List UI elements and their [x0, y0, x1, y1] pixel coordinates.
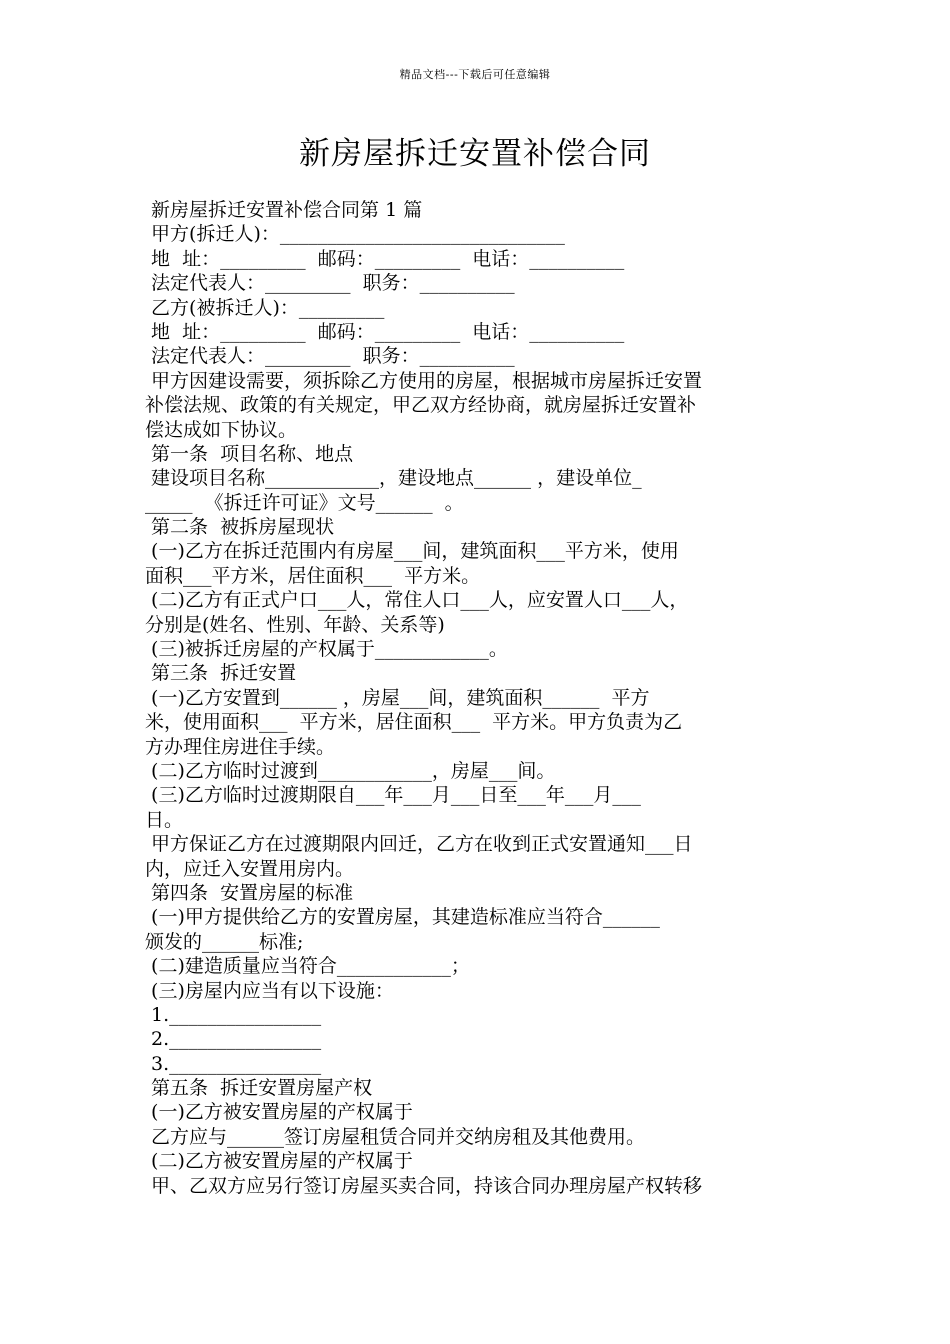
text-line: (二)乙方临时过渡到____________，房屋___间。 — [145, 759, 556, 782]
text-line: (一)乙方安置到______ ，房屋___间，建筑面积______ 平方 — [145, 686, 650, 709]
text-line: 乙方应与______签订房屋租赁合同并交纳房租及其他费用。 — [145, 1125, 646, 1148]
section-heading: 第三条 拆迁安置 — [145, 662, 297, 685]
section-heading: 第一条 项目名称、地点 — [145, 442, 354, 465]
text-line: 地 址：_________ 邮码：_________ 电话：__________ — [145, 247, 625, 270]
list-item: 1.________________ — [145, 1003, 322, 1026]
text-line: 补偿法规、政策的有关规定，甲乙双方经协商，就房屋拆迁安置补 — [145, 394, 697, 417]
text-line: 建设项目名称____________，建设地点______ ，建设单位_ — [145, 467, 642, 490]
text-line: 地 址：_________ 邮码：_________ 电话：__________ — [145, 320, 625, 343]
text-line: 乙方(被拆迁人)：_________ — [145, 296, 385, 319]
section-heading: 第四条 安置房屋的标准 — [145, 881, 354, 904]
text-line: (一)乙方在拆迁范围内有房屋___间，建筑面积___平方米，使用 — [145, 540, 679, 563]
section-heading: 第五条 拆迁安置房屋产权 — [145, 1077, 373, 1100]
list-item: 2.________________ — [145, 1028, 322, 1051]
text-line: 米，使用面积___ 平方米，居住面积___ 平方米。甲方负责为乙 — [145, 711, 683, 734]
page-header: 精品文档---下载后可任意编辑 — [399, 68, 551, 81]
text-line: 甲方保证乙方在过渡期限内回迁，乙方在收到正式安置通知___日 — [145, 833, 693, 856]
text-line: 日。 — [145, 808, 184, 831]
document-title: 新房屋拆迁安置补偿合同 — [299, 136, 651, 172]
list-item: 3.________________ — [145, 1052, 322, 1075]
contract-body — [145, 198, 813, 1198]
text-line: (二)乙方有正式户口___人，常住人口___人，应安置人口___人， — [145, 589, 689, 612]
text-line: (二)建造质量应当符合____________； — [145, 955, 470, 978]
text-line: (三)房屋内应当有以下设施： — [145, 979, 394, 1002]
text-line: 方办理住房进住手续。 — [145, 735, 336, 758]
text-line: 甲、乙双方应另行签订房屋买卖合同，持该合同办理房屋产权转移 — [145, 1174, 703, 1197]
text-line: _____ 《拆迁许可证》文号______ 。 — [145, 491, 464, 514]
section-heading: 第二条 被拆房屋现状 — [145, 516, 335, 539]
text-line: 法定代表人：_________ 职务：__________ — [145, 272, 515, 295]
text-line: 分别是(姓名、性别、年龄、关系等) — [145, 613, 445, 636]
text-line: (一)甲方提供给乙方的安置房屋，其建造标准应当符合______ — [145, 906, 660, 929]
text-line: 偿达成如下协议。 — [145, 418, 298, 441]
text-line: (一)乙方被安置房屋的产权属于 — [145, 1101, 413, 1124]
text-line: 甲方(拆迁人)：______________________________ — [145, 223, 565, 246]
text-line: (三)乙方临时过渡期限自___年___月___日至___年___月___ — [145, 784, 641, 807]
text-line: (二)乙方被安置房屋的产权属于 — [145, 1150, 413, 1173]
text-line: 新房屋拆迁安置补偿合同第 1 篇 — [145, 199, 423, 221]
text-line: 内，应迁入安置用房内。 — [145, 857, 355, 880]
text-line: (三)被拆迁房屋的产权属于____________。 — [145, 638, 508, 661]
text-line: 面积___平方米，居住面积___ 平方米。 — [145, 564, 481, 587]
text-line: 甲方因建设需要，须拆除乙方使用的房屋，根据城市房屋拆迁安置 — [145, 369, 703, 392]
text-line: 颁发的______标准; — [145, 930, 304, 953]
text-line: 法定代表人：_________ 职务：__________ — [145, 345, 515, 368]
